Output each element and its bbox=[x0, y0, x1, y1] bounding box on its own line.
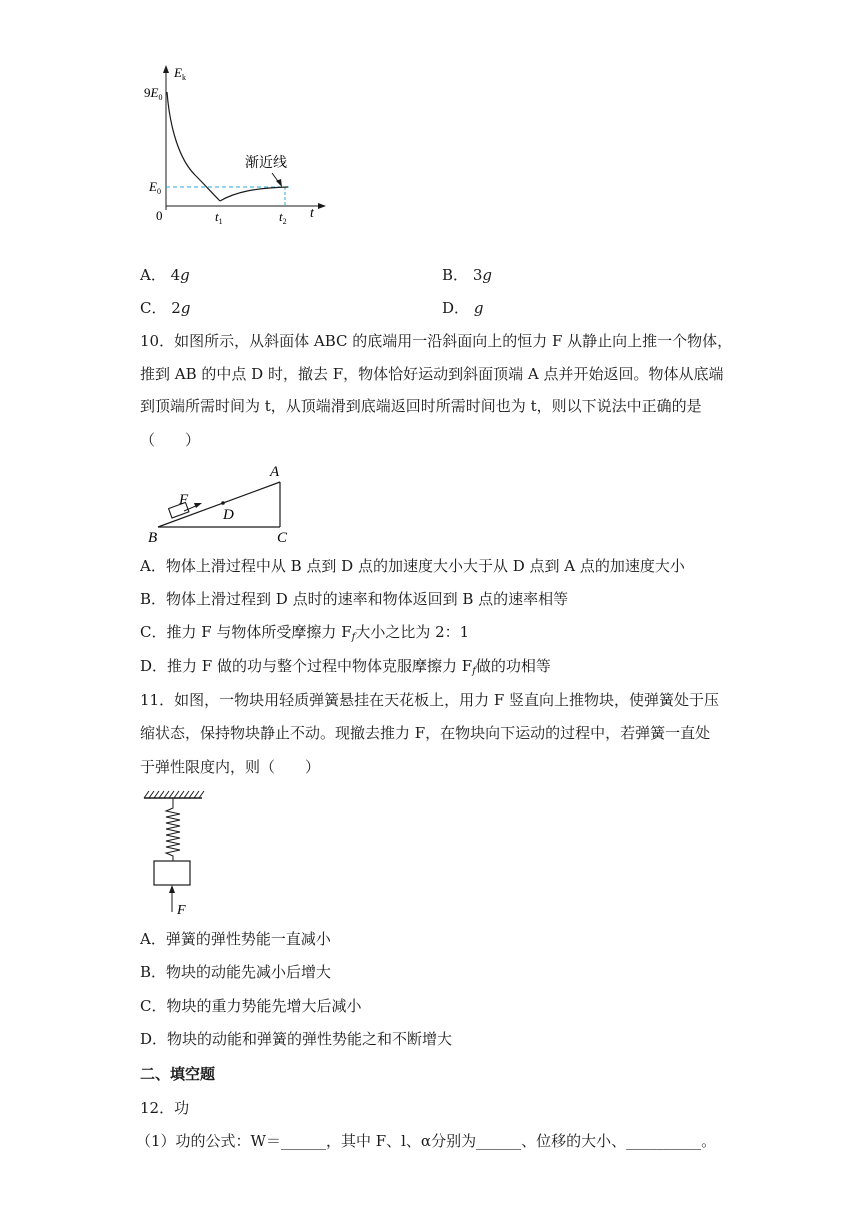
q12-line-1: （1）功的公式：W＝______，其中 F、l、α分别为______、位移的大小、__________。 bbox=[136, 1132, 717, 1150]
q10-line-3: 到顶端所需时间为 t，从顶端滑到底端返回时所需时间也为 t，则以下说法中正确的是 bbox=[140, 397, 702, 415]
q10-line-4: （ ） bbox=[140, 431, 201, 449]
q10-line-1: 10．如图所示，从斜面体 ABC 的底端用一沿斜面向上的恒力 F 从静止向上推一个物体， bbox=[140, 332, 733, 350]
q11-option-c[interactable]: C．物块的重力势能先增大后减小 bbox=[140, 997, 362, 1015]
q11-line-3: 于弹性限度内，则（ ） bbox=[140, 758, 321, 776]
q12-title: 12．功 bbox=[140, 1099, 190, 1117]
y-axis-label: $E_k$ bbox=[174, 65, 186, 82]
q9-option-a[interactable]: A． 4g bbox=[140, 266, 190, 284]
q9-option-d[interactable]: D． g bbox=[442, 299, 484, 317]
q10-option-c[interactable]: C．推力 F 与物体所受摩擦力 $F_f$大小之比为 2：1 bbox=[140, 623, 470, 643]
q10-option-b[interactable]: B．物体上滑过程到 D 点时的速率和物体返回到 B 点的速率相等 bbox=[140, 590, 569, 608]
push-force-arrow-head bbox=[169, 885, 175, 893]
label-d: D bbox=[223, 507, 234, 523]
q11-line-1: 11．如图，一物块用轻质弹簧悬挂在天花板上，用力 F 竖直向上推物块，使弹簧处于压 bbox=[140, 691, 720, 709]
q11-option-a[interactable]: A．弹簧的弹性势能一直减小 bbox=[140, 930, 331, 948]
q9-option-c[interactable]: C． 2g bbox=[140, 299, 191, 317]
x-axis-label: t bbox=[310, 206, 314, 221]
push-force-label: F bbox=[177, 903, 186, 918]
label-a: A bbox=[270, 464, 280, 480]
q11-option-d[interactable]: D．物块的动能和弹簧的弹性势能之和不断增大 bbox=[140, 1030, 453, 1048]
label-f: F bbox=[179, 492, 189, 508]
energy-curve bbox=[167, 92, 220, 201]
y-axis-arrow bbox=[163, 65, 169, 73]
ceiling-hatch bbox=[144, 791, 204, 798]
energy-curve-rise bbox=[220, 187, 288, 201]
spring-diagram bbox=[140, 786, 210, 918]
incline-diagram bbox=[140, 458, 310, 550]
x-axis-arrow bbox=[318, 203, 326, 209]
q10-line-2: 推到 AB 的中点 D 时，撤去 F，物体恰好运动到斜面顶端 A 点并开始返回。物体从底端 bbox=[140, 365, 724, 383]
label-c: C bbox=[277, 530, 288, 546]
kinetic-energy-graph bbox=[140, 60, 340, 225]
q10-option-a[interactable]: A．物体上滑过程中从 B 点到 D 点的加速度大小大于从 D 点到 A 点的加速度大小 bbox=[140, 557, 685, 575]
q11-line-2: 缩状态，保持物块静止不动。现撤去推力 F，在物块向下运动的过程中，若弹簧一直处 bbox=[140, 724, 711, 742]
y-mid-label: $E_0$ bbox=[149, 179, 161, 196]
section-heading: 二、填空题 bbox=[140, 1065, 216, 1083]
q11-option-b[interactable]: B．物块的动能先减小后增大 bbox=[140, 963, 332, 981]
point-d-dot bbox=[221, 501, 225, 505]
q9-option-b[interactable]: B． 3g bbox=[442, 266, 492, 284]
q10-option-d[interactable]: D．推力 F 做的功与整个过程中物体克服摩擦力 $F_f$做的功相等 bbox=[140, 657, 551, 677]
t2-label: $t_2$ bbox=[279, 209, 287, 225]
t1-label: $t_1$ bbox=[215, 209, 223, 225]
origin-label: 0 bbox=[156, 208, 163, 223]
spring bbox=[166, 798, 180, 861]
force-arrow-head bbox=[194, 503, 202, 508]
y-top-label: $9E_0$ bbox=[144, 85, 163, 102]
label-b: B bbox=[148, 530, 158, 546]
incline-hypotenuse bbox=[158, 482, 280, 527]
hanging-block bbox=[154, 861, 190, 885]
asymptote-label: 渐近线 bbox=[245, 156, 287, 171]
